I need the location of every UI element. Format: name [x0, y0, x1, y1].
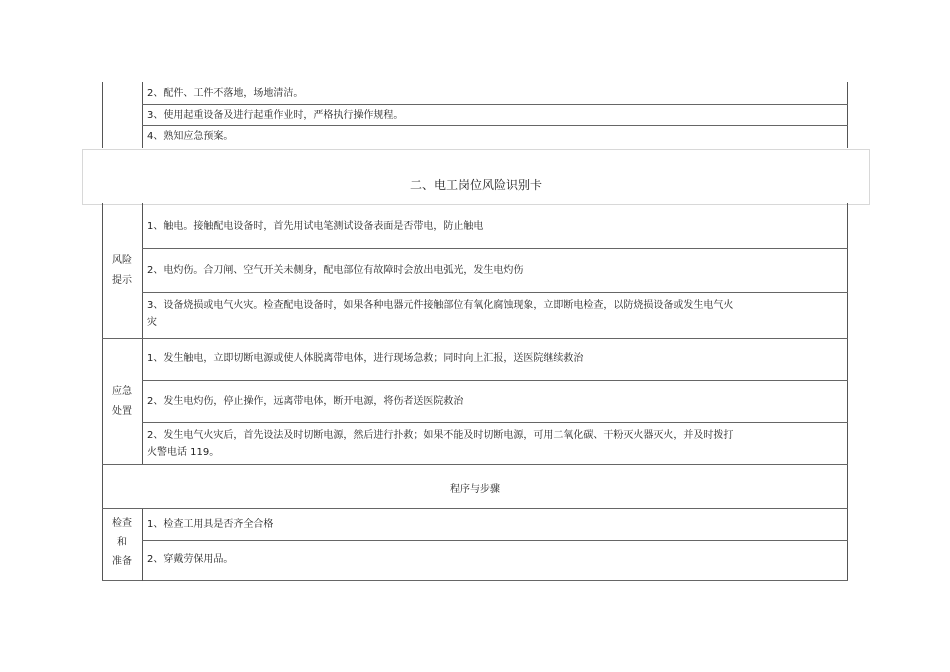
- emergency-item-1: 1、发生触电，立即切断电源或使人体脱离带电体，进行现场急救；同时向上汇报，送医院继续救治: [147, 353, 584, 364]
- risk-item-1: 1、触电。接触配电设备时，首先用试电笔测试设备表面是否带电，防止触电: [147, 221, 484, 232]
- row-divider: [142, 104, 848, 105]
- emergency-item-2: 2、发生电灼伤，停止操作，远离带电体，断开电源，将伤者送医院救治: [147, 396, 464, 407]
- top-table-left-border: [102, 82, 103, 148]
- table-right-border: [847, 203, 848, 581]
- check-item-1: 1、检查工用具是否齐全合格: [147, 519, 274, 530]
- risk-item-3-line1: 3、设备烧损或电气火灾。检查配电设备时，如果各种电器元件接触部位有氧化腐蚀现象，立即断电检查，以防烧损设备或发生电气火: [147, 300, 734, 311]
- top-row-2: 2、配件、工件不落地，场地清洁。: [147, 88, 304, 99]
- emergency-item-3-line1: 2、发生电气火灾后，首先设法及时切断电源，然后进行扑救；如果不能及时切断电源，可用二氧化碳、干粉灭火器灭火，并及时拨打: [147, 430, 734, 441]
- top-table-divider: [142, 82, 143, 148]
- top-row-3: 3、使用起重设备及进行起重作业时，严格执行操作规程。: [147, 110, 404, 121]
- table-bottom-border: [102, 580, 848, 581]
- risk-item-3-line2: 灾: [147, 317, 157, 328]
- risk-label-line2: 提示: [112, 275, 132, 286]
- risk-item-2: 2、电灼伤。合刀闸、空气开关未侧身，配电部位有故障时会放出电弧光，发生电灼伤: [147, 265, 524, 276]
- check-label: [102, 514, 142, 571]
- section-divider: [102, 464, 848, 465]
- row-divider: [142, 125, 848, 126]
- check-label-line2: 和: [117, 537, 127, 548]
- section-title: 二、电工岗位风险识别卡: [409, 178, 542, 192]
- check-item-2: 2、穿戴劳保用品。: [147, 554, 234, 565]
- emergency-label: [102, 382, 142, 422]
- row-divider: [142, 380, 848, 381]
- emergency-label-line1: 应急: [112, 386, 132, 397]
- check-label-line1: 检查: [112, 518, 132, 529]
- procedure-header: 程序与步骤: [450, 484, 500, 495]
- risk-label-line1: 风险: [112, 255, 132, 266]
- top-table-right-border: [847, 82, 848, 148]
- row-divider: [142, 422, 848, 423]
- row-divider: [142, 248, 848, 249]
- top-row-4: 4、熟知应急预案。: [147, 131, 234, 142]
- emergency-item-3-line2: 火警电话 119。: [147, 447, 220, 458]
- check-label-line3: 准备: [112, 556, 132, 567]
- section-divider: [102, 508, 848, 509]
- row-divider: [142, 540, 848, 541]
- section-divider: [102, 338, 848, 339]
- label-column-divider: [142, 203, 143, 464]
- emergency-label-line2: 处置: [112, 406, 132, 417]
- label-column-divider: [142, 508, 143, 581]
- risk-label: [102, 251, 142, 291]
- row-divider: [142, 292, 848, 293]
